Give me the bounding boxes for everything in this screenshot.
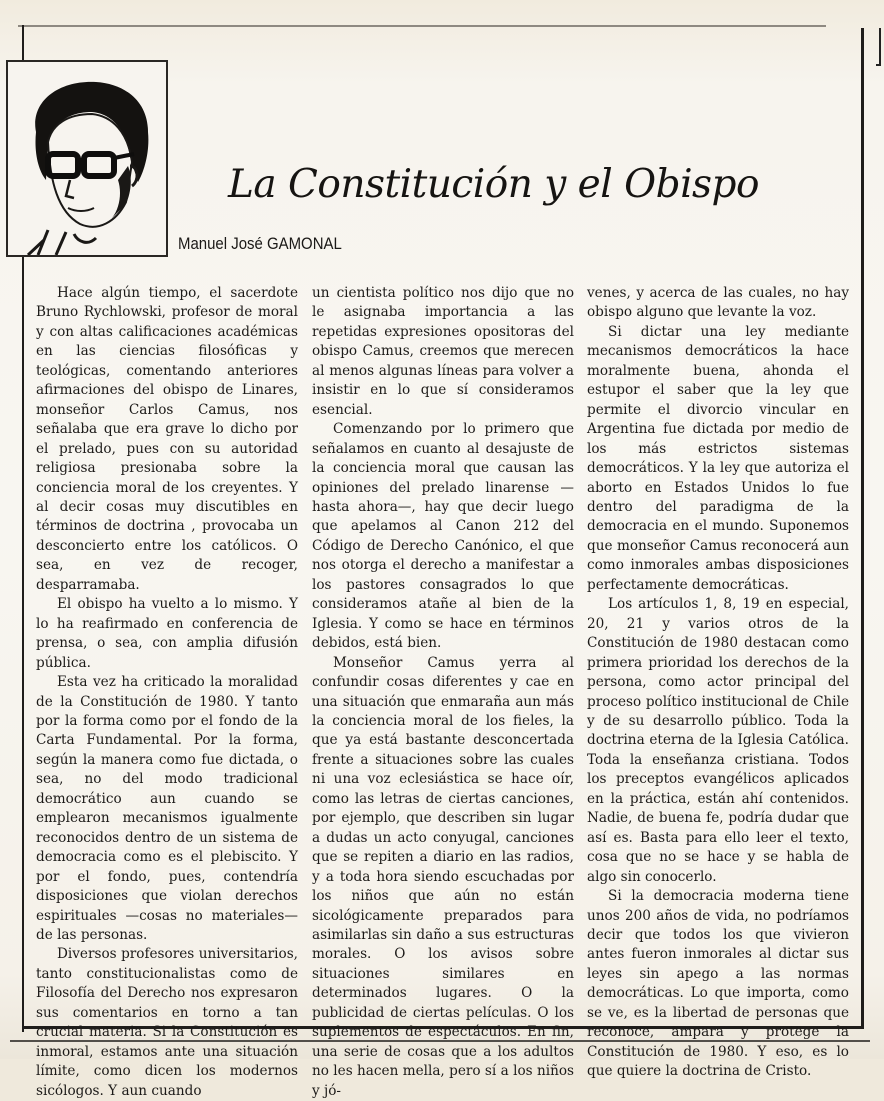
article-paragraph: Si la democracia moderna tiene unos 200 años de vida, no podríamos decir que todos los que vivieron antes fueron inmorales al dictar sus leyes sin apego a las normas democráticas. Lo que importa, como se ve, es la libertad de personas que reconoce, ampara y protege la Constitución de 1980. Y eso, es lo que quiere la doctrina de Cristo. — [587, 888, 849, 1080]
author-byline: Manuel José GAMONAL — [178, 234, 342, 253]
corner-mark — [876, 28, 881, 66]
article-paragraph: Los artículos 1, 8, 19 en especial, 20, 21 y varios otros de la Constitución de 1980 destacan como primera prioridad los derechos de la persona, como actor principal del proceso político institucional de Chile y de su desarrollo público. Toda la doctrina eterna de la Iglesia Católica. Toda la enseñanza cristiana. Todos los preceptos evangélicos aplicados en la práctica, están ahí contenidos. Nadie, de buena fe, podría dudar que así es. Basta para ello leer el texto, cosa que no se hace y se habla de algo sin conocerlo. — [587, 596, 849, 885]
article-paragraph: venes, y acerca de las cuales, no hay obispo alguno que levante la voz. — [587, 285, 849, 321]
frame-right-rule — [861, 28, 864, 1028]
top-rule — [18, 25, 826, 27]
article-paragraph: Monseñor Camus yerra al confundir cosas diferentes y cae en una situación que enmaraña aun más la conciencia moral de los fieles, la que ya está bastante desconcertada frente a situaciones sobre las cuales ni una voz eclesiástica se hace oír, como las letras de ciertas canciones, por ejemplo, que describen sin lugar a dudas un acto conyugal, canciones que se repiten a diario en las radios, y a toda hora siendo escuchadas por los niños que aún no están sicológicamente preparados para asimilarlas sin daño a sus estructuras morales. O los avisos sobre situaciones similares en determinados lugares. O la publicidad de ciertas películas. O los suplementos de espectáculos. En fin, una serie de cosas que a los adultos no les hacen mella, pero sí a los niños y jó- — [312, 654, 574, 1099]
article-paragraph: Diversos profesores universitarios, tanto constitucionalistas como de Filosofía del Derecho nos expresaron sus comentarios en torno a tan crucial materia. Si la Constitución es inmoral, estamos ante una situación límite, como dicen los modernos sicólogos. Y aun cuando — [36, 946, 298, 1099]
article-paragraph: un cientista político nos dijo que no le asignaba importancia a las repetidas expresiones opositoras del obispo Camus, creemos que merecen al menos algunas líneas para volver a insistir en lo que sí consideramos esencial. — [312, 285, 574, 418]
article-title: La Constitución y el Obispo — [228, 162, 759, 208]
article-paragraph: El obispo ha vuelto a lo mismo. Y lo ha reafirmado en conferencia de prensa, o sea, con amplia difusión pública. — [36, 596, 298, 671]
article-paragraph: Comenzando por lo primero que señalamos en cuanto al desajuste de la conciencia moral que causan las opiniones del prelado linarense —hasta ahora—, hay que decir luego que apelamos al Canon 212 del Código de Derecho Canónico, el que nos otorga el derecho a manifestar a los pastores consagrados lo que consideramos atañe al bien de la Iglesia. Y como se hace en términos debidos, está bien. — [312, 421, 574, 652]
article-column-3 — [587, 284, 849, 1082]
author-portrait — [6, 60, 168, 257]
article-paragraph: Hace algún tiempo, el sacerdote Bruno Rychlowski, profesor de moral y con altas calificaciones académicas en las ciencias filosóficas y teológicas, comentando anteriores afirmaciones del obispo de Linares, monseñor Carlos Camus, nos señalaba que era grave lo dicho por el prelado, pues con su autoridad religiosa presionaba sobre la conciencia moral de los creyentes. Y al decir cosas muy discutibles en términos de doctrina , provocaba un desconcierto entre los católicos. O sea, en vez de recoger, desparramaba. — [36, 285, 298, 593]
article-column-1 — [36, 284, 298, 1101]
portrait-illustration-icon — [8, 62, 166, 255]
article-column-2 — [312, 284, 574, 1101]
article-paragraph: Esta vez ha criticado la moralidad de la Constitución de 1980. Y tanto por la forma como por el fondo de la Carta Fundamental. Por la forma, según la manera como fue dictada, o sea, no del modo tradicional democrático aun cuando se emplearon mecanismos igualmente reconocidos dentro de un sistema de democracia como es el plebiscito. Y por el fondo, pues, contendría disposiciones que violan derechos espirituales —cosas no materiales— de las personas. — [36, 674, 298, 943]
article-paragraph: Si dictar una ley mediante mecanismos democráticos la hace moralmente buena, ahonda el estupor el saber que la ley que permite el divorcio vincular en Argentina fue dictada por medio de los más estrictos sistemas democráticos. Y la ley que autoriza el aborto en Estados Unidos lo fue dentro del paradigma de la democracia en el mundo. Suponemos que monseñor Camus reconocerá aun como inmorales ambas disposiciones perfectamente democráticas. — [587, 323, 849, 593]
